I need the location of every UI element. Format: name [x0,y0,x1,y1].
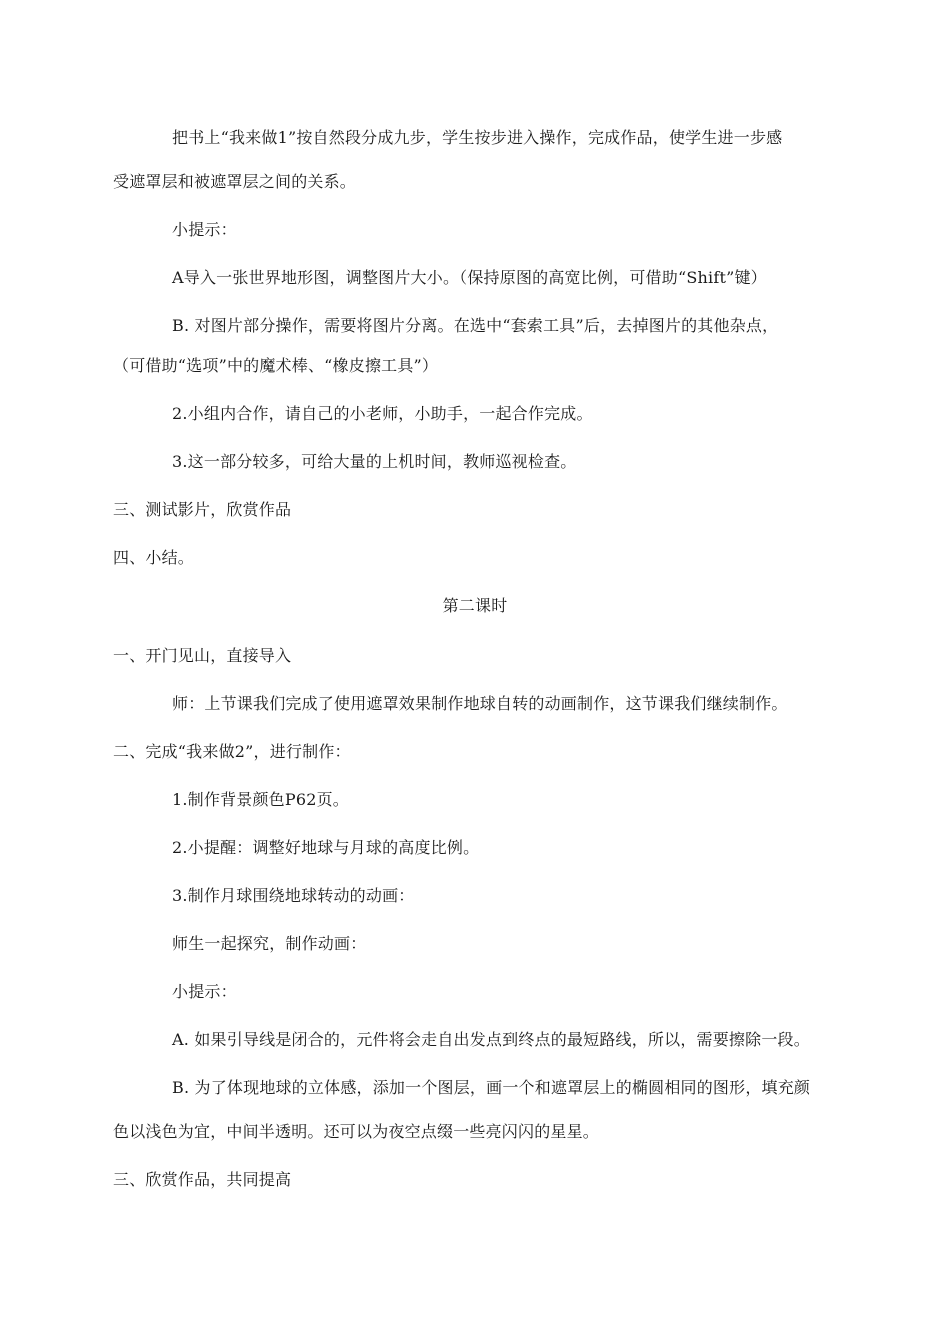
tip-1-item-b-line-1: B. 对图片部分操作，需要将图片分离。在选中“套索工具”后，去掉图片的其他杂点， [172,316,779,335]
step-2: 2.小组内合作，请自己的小老师，小助手，一起合作完成。 [172,404,593,423]
lesson-2-step-1: 1.制作背景颜色P62页。 [172,790,349,809]
lesson-2-step-3: 3.制作月球围绕地球转动的动画： [172,886,415,905]
tip-2-item-a: A. 如果引导线是闭合的，元件将会走自出发点到终点的最短路线，所以，需要擦除一段。 [172,1030,810,1049]
lesson-2-explore: 师生一起探究，制作动画： [172,934,367,953]
section-3-heading: 三、测试影片，欣赏作品 [113,500,292,519]
tip-2-label: 小提示： [172,982,237,1001]
tip-1-item-b-line-2: （可借助“选项”中的魔术棒、“橡皮擦工具”） [113,356,439,375]
lesson-2-step-2: 2.小提醒：调整好地球与月球的高度比例。 [172,838,480,857]
tip-2-item-b-line-1: B. 为了体现地球的立体感，添加一个图层，画一个和遮罩层上的椭圆相同的图形，填充颜 [172,1078,811,1097]
paragraph-1-line-2: 受遮罩层和被遮罩层之间的关系。 [113,172,357,191]
step-3: 3.这一部分较多，可给大量的上机时间，教师巡视检查。 [172,452,577,471]
section-4-heading: 四、小结。 [113,548,195,567]
lesson-2-section-2: 二、完成“我来做2”，进行制作： [113,742,351,761]
lesson-2-teacher-intro: 师：上节课我们完成了使用遮罩效果制作地球自转的动画制作，这节课我们继续制作。 [172,694,788,713]
lesson-2-title: 第二课时 [442,596,508,615]
paragraph-1-line-1: 把书上“我来做1”按自然段分成九步，学生按步进入操作，完成作品，使学生进一步感 [172,128,783,147]
lesson-2-section-1: 一、开门见山，直接导入 [113,646,292,665]
tip-2-item-b-line-2: 色以浅色为宜，中间半透明。还可以为夜空点缀一些亮闪闪的星星。 [113,1122,600,1141]
lesson-2-section-3: 三、欣赏作品，共同提高 [113,1170,292,1189]
tip-1-item-a: A导入一张世界地形图，调整图片大小。（保持原图的高宽比例，可借助“Shift”键） [172,268,767,287]
tip-1-label: 小提示： [172,220,237,239]
